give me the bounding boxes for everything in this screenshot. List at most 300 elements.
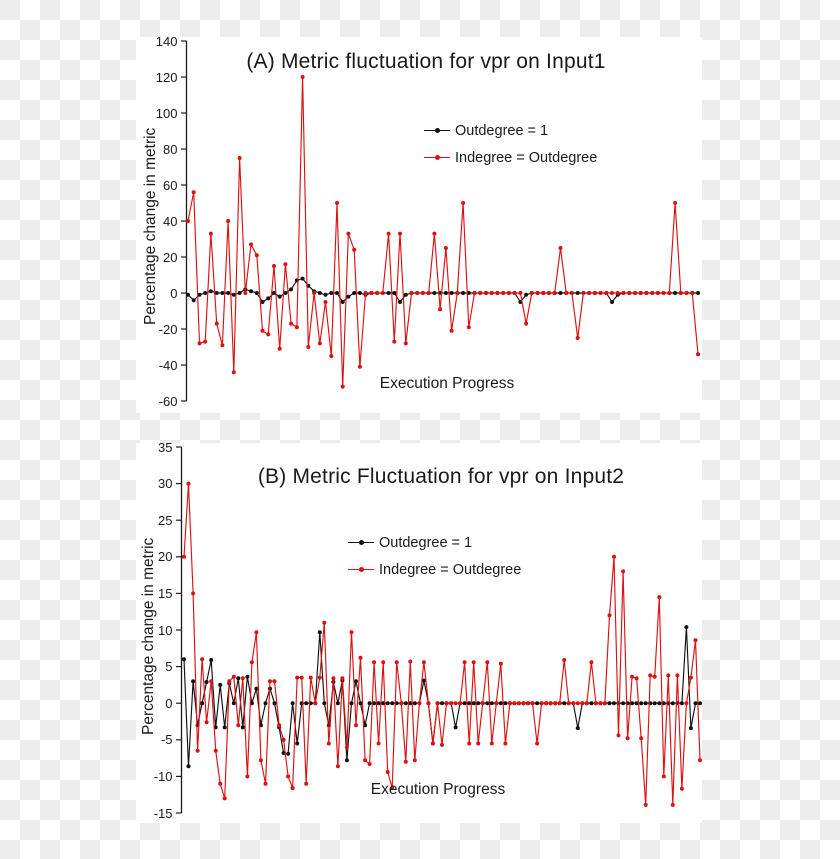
data-point-marker [490, 701, 494, 705]
data-point-marker [594, 701, 598, 705]
data-point-marker [266, 296, 270, 300]
y-tick-label: -20 [158, 321, 178, 337]
data-point-marker [657, 595, 661, 599]
data-point-marker [589, 660, 593, 664]
data-point-marker [610, 291, 614, 295]
data-point-marker [490, 742, 494, 746]
data-point-marker [392, 291, 396, 295]
data-point-marker [679, 291, 683, 295]
data-point-marker [309, 676, 313, 680]
data-point-marker [571, 701, 575, 705]
data-point-marker [278, 295, 282, 299]
data-point-marker [359, 656, 363, 660]
data-point-marker [220, 291, 224, 295]
data-point-marker [426, 701, 430, 705]
data-point-marker [472, 660, 476, 664]
data-point-marker [696, 352, 700, 356]
data-point-marker [232, 701, 236, 705]
data-point-marker [341, 385, 345, 389]
data-point-marker [364, 291, 368, 295]
data-point-marker [354, 679, 358, 683]
data-point-marker [526, 701, 530, 705]
data-point-marker [698, 701, 702, 705]
data-point-marker [205, 720, 209, 724]
data-point-marker [350, 701, 354, 705]
data-point-marker [223, 725, 227, 729]
data-point-marker [684, 701, 688, 705]
data-point-marker [399, 701, 403, 705]
red-line-sample-icon [348, 569, 374, 571]
data-point-marker [289, 322, 293, 326]
data-point-marker [375, 291, 379, 295]
data-point-marker [576, 336, 580, 340]
y-tick-label: 20 [158, 549, 173, 565]
data-point-marker [680, 701, 684, 705]
data-point-marker [322, 621, 326, 625]
data-point-marker [630, 675, 634, 679]
data-point-marker [494, 701, 498, 705]
data-point-marker [291, 701, 295, 705]
data-point-marker [304, 701, 308, 705]
data-point-marker [304, 782, 308, 786]
chart-b-plot-area [136, 443, 702, 823]
data-point-marker [622, 291, 626, 295]
data-point-marker [318, 676, 322, 680]
data-point-marker [689, 726, 693, 730]
data-point-marker [264, 782, 268, 786]
data-point-marker [245, 675, 249, 679]
data-point-marker [417, 701, 421, 705]
data-point-marker [680, 787, 684, 791]
chart-b-x-axis-label: Execution Progress [370, 781, 506, 798]
y-tick-label: 15 [158, 585, 173, 601]
data-point-marker [209, 679, 213, 683]
data-point-marker [196, 749, 200, 753]
data-point-marker [547, 291, 551, 295]
data-point-marker [440, 701, 444, 705]
data-point-marker [535, 701, 539, 705]
data-point-marker [689, 676, 693, 680]
data-point-marker [241, 676, 245, 680]
data-point-marker [243, 291, 247, 295]
data-point-marker [354, 723, 358, 727]
data-point-marker [214, 749, 218, 753]
data-point-marker [472, 701, 476, 705]
data-point-marker [684, 625, 688, 629]
data-point-marker [507, 291, 511, 295]
data-point-marker [671, 701, 675, 705]
data-point-marker [576, 291, 580, 295]
data-point-marker [250, 660, 254, 664]
data-point-marker [358, 291, 362, 295]
chart-b-legend [348, 529, 521, 583]
data-point-marker [667, 291, 671, 295]
data-point-marker [559, 246, 563, 250]
data-point-marker [499, 701, 503, 705]
y-tick-label: 25 [158, 512, 173, 528]
data-point-marker [226, 219, 230, 223]
data-point-marker [278, 347, 282, 351]
data-point-marker [200, 657, 204, 661]
data-point-marker [200, 701, 204, 705]
data-point-marker [209, 232, 213, 236]
chart-a-y-axis-label: Percentage change in metric [142, 127, 159, 325]
data-point-marker [266, 332, 270, 336]
y-tick-label: 35 [158, 443, 173, 455]
data-point-marker [495, 291, 499, 295]
legend-label: Indegree = Outdegree [379, 561, 522, 578]
data-point-marker [450, 329, 454, 333]
data-point-marker [377, 701, 381, 705]
data-point-marker [608, 701, 612, 705]
data-point-marker [673, 291, 677, 295]
data-point-marker [236, 676, 240, 680]
data-point-marker [398, 232, 402, 236]
data-point-marker [203, 340, 207, 344]
data-point-marker [627, 291, 631, 295]
data-point-marker [503, 742, 507, 746]
data-point-marker [612, 701, 616, 705]
data-point-marker [329, 291, 333, 295]
y-tick-label: -5 [160, 732, 173, 748]
data-point-marker [289, 287, 293, 291]
y-tick-label: 0 [165, 695, 173, 711]
data-point-marker [567, 701, 571, 705]
data-point-marker [226, 291, 230, 295]
data-point-marker [404, 701, 408, 705]
data-point-marker [481, 701, 485, 705]
data-point-marker [255, 291, 259, 295]
data-point-marker [363, 758, 367, 762]
data-point-marker [324, 300, 328, 304]
data-point-marker [530, 291, 534, 295]
data-point-marker [295, 742, 299, 746]
data-point-marker [478, 291, 482, 295]
data-point-marker [621, 701, 625, 705]
data-point-marker [220, 343, 224, 347]
data-point-marker [331, 676, 335, 680]
y-tick-label: 30 [158, 476, 173, 492]
legend-label: Indegree = Outdegree [455, 149, 598, 166]
data-point-marker [346, 232, 350, 236]
data-point-marker [671, 803, 675, 807]
data-point-marker [192, 190, 196, 194]
data-point-marker [318, 630, 322, 634]
data-point-marker [369, 291, 373, 295]
data-point-marker [301, 75, 305, 79]
chart-a-plot-area [136, 37, 702, 413]
data-point-marker [476, 742, 480, 746]
data-point-marker [377, 742, 381, 746]
data-point-marker [490, 291, 494, 295]
data-point-marker [306, 345, 310, 349]
data-point-marker [589, 701, 593, 705]
chart-b-title: (B) Metric Fluctuation for vpr on Input2 [257, 465, 625, 488]
data-point-marker [553, 291, 557, 295]
data-point-marker [512, 701, 516, 705]
data-point-marker [461, 201, 465, 205]
data-point-marker [440, 743, 444, 747]
data-point-marker [209, 289, 213, 293]
data-point-marker [484, 291, 488, 295]
data-point-marker [587, 291, 591, 295]
data-point-marker [581, 291, 585, 295]
data-point-marker [633, 291, 637, 295]
data-point-marker [644, 291, 648, 295]
data-point-marker [455, 291, 459, 295]
data-point-marker [666, 673, 670, 677]
data-point-marker [335, 201, 339, 205]
data-point-marker [656, 291, 660, 295]
y-tick-label: 60 [163, 177, 178, 193]
legend-item-indegree [348, 556, 521, 583]
data-point-marker [345, 745, 349, 749]
data-point-marker [549, 701, 553, 705]
data-point-marker [436, 701, 440, 705]
data-point-marker [245, 774, 249, 778]
data-point-marker [249, 242, 253, 246]
data-point-marker [610, 300, 614, 304]
data-point-marker [282, 738, 286, 742]
data-point-marker [445, 701, 449, 705]
data-point-marker [241, 725, 245, 729]
data-point-marker [432, 232, 436, 236]
data-point-marker [236, 723, 240, 727]
data-point-marker [467, 701, 471, 705]
data-point-marker [524, 322, 528, 326]
data-point-marker [517, 701, 521, 705]
data-point-marker [580, 701, 584, 705]
legend-item-outdegree [348, 529, 521, 556]
data-point-marker [191, 679, 195, 683]
y-tick-label: -60 [158, 393, 178, 409]
data-point-marker [223, 796, 227, 800]
y-tick-label: 5 [165, 659, 173, 675]
chart-panel-input2 [136, 443, 702, 823]
data-point-marker [621, 569, 625, 573]
data-point-marker [422, 660, 426, 664]
data-point-marker [540, 701, 544, 705]
legend-item-indegree [424, 144, 597, 171]
data-point-marker [454, 725, 458, 729]
data-point-marker [450, 291, 454, 295]
data-point-marker [535, 742, 539, 746]
data-point-marker [186, 293, 190, 297]
y-tick-label: 40 [163, 213, 178, 229]
data-point-marker [398, 300, 402, 304]
data-point-marker [192, 298, 196, 302]
data-point-marker [593, 291, 597, 295]
data-point-marker [662, 774, 666, 778]
data-point-marker [644, 701, 648, 705]
data-point-marker [336, 764, 340, 768]
legend-item-outdegree [424, 117, 597, 144]
data-point-marker [485, 701, 489, 705]
data-point-marker [255, 253, 259, 257]
data-point-marker [458, 701, 462, 705]
data-point-marker [291, 786, 295, 790]
data-point-marker [653, 675, 657, 679]
data-point-marker [232, 370, 236, 374]
black-line-sample-icon [424, 130, 450, 132]
data-point-marker [536, 291, 540, 295]
data-point-marker [617, 733, 621, 737]
y-tick-label: -10 [153, 768, 173, 784]
data-point-marker [324, 293, 328, 297]
data-point-marker [392, 340, 396, 344]
data-point-marker [508, 701, 512, 705]
data-point-marker [238, 156, 242, 160]
data-point-marker [264, 701, 268, 705]
data-point-marker [413, 758, 417, 762]
data-point-marker [300, 676, 304, 680]
data-point-marker [454, 701, 458, 705]
data-point-marker [286, 774, 290, 778]
data-point-marker [626, 736, 630, 740]
legend-label: Outdegree = 1 [379, 534, 473, 551]
data-point-marker [431, 742, 435, 746]
data-point-marker [499, 662, 503, 666]
data-point-marker [650, 291, 654, 295]
data-point-marker [639, 291, 643, 295]
data-point-marker [413, 701, 417, 705]
data-point-marker [322, 701, 326, 705]
data-point-marker [531, 701, 535, 705]
data-point-marker [352, 248, 356, 252]
data-point-marker [698, 758, 702, 762]
data-point-marker [386, 770, 390, 774]
data-point-marker [268, 679, 272, 683]
data-point-marker [249, 289, 253, 293]
data-point-marker [286, 752, 290, 756]
data-point-marker [612, 555, 616, 559]
data-point-marker [313, 701, 317, 705]
data-point-marker [690, 291, 694, 295]
data-point-marker [395, 660, 399, 664]
data-point-marker [444, 291, 448, 295]
data-point-marker [463, 701, 467, 705]
data-point-marker [198, 341, 202, 345]
data-point-marker [186, 219, 190, 223]
data-point-marker [209, 658, 213, 662]
data-point-marker [381, 291, 385, 295]
data-point-marker [576, 701, 580, 705]
data-point-marker [272, 264, 276, 268]
data-point-marker [191, 591, 195, 595]
data-point-marker [501, 291, 505, 295]
data-point-marker [273, 679, 277, 683]
data-point-marker [503, 701, 507, 705]
data-point-marker [432, 291, 436, 295]
data-point-marker [410, 291, 414, 295]
data-point-marker [662, 291, 666, 295]
data-point-marker [444, 246, 448, 250]
data-point-marker [259, 758, 263, 762]
data-point-marker [449, 701, 453, 705]
data-point-marker [639, 701, 643, 705]
black-line-sample-icon [348, 542, 374, 544]
y-tick-label: 0 [170, 285, 178, 301]
data-point-marker [341, 300, 345, 304]
data-point-marker [559, 291, 563, 295]
chart-a-legend [424, 117, 597, 171]
data-point-marker [694, 638, 698, 642]
data-point-marker [346, 295, 350, 299]
y-tick-label: 10 [158, 622, 173, 638]
data-point-marker [485, 660, 489, 664]
red-line-sample-icon [424, 157, 450, 159]
data-point-marker [232, 293, 236, 297]
data-point-marker [261, 329, 265, 333]
data-point-marker [404, 293, 408, 297]
data-point-marker [218, 683, 222, 687]
y-tick-label: 120 [155, 69, 178, 85]
data-point-marker [685, 291, 689, 295]
chart-panel-input1 [136, 37, 702, 413]
data-point-marker [182, 555, 186, 559]
data-point-marker [604, 291, 608, 295]
data-point-marker [390, 701, 394, 705]
data-point-marker [421, 291, 425, 295]
data-point-marker [427, 291, 431, 295]
data-point-marker [467, 325, 471, 329]
data-point-marker [608, 613, 612, 617]
data-point-marker [513, 291, 517, 295]
data-point-marker [295, 676, 299, 680]
data-point-marker [368, 762, 372, 766]
y-tick-label: 80 [163, 141, 178, 157]
chart-b-y-axis-label: Percentage change in metric [140, 537, 157, 735]
data-point-marker [553, 701, 557, 705]
data-point-marker [635, 676, 639, 680]
y-tick-label: 140 [155, 37, 178, 49]
data-point-marker [648, 673, 652, 677]
data-point-marker [368, 701, 372, 705]
data-point-marker [438, 307, 442, 311]
legend-label: Outdegree = 1 [455, 122, 549, 139]
data-point-marker [372, 660, 376, 664]
data-point-marker [599, 291, 603, 295]
data-point-marker [318, 341, 322, 345]
data-point-marker [404, 341, 408, 345]
data-point-marker [218, 782, 222, 786]
data-point-marker [463, 660, 467, 664]
y-tick-label: -40 [158, 357, 178, 373]
data-point-marker [254, 630, 258, 634]
data-point-marker [345, 758, 349, 762]
data-point-marker [335, 291, 339, 295]
data-point-marker [653, 701, 657, 705]
data-point-marker [203, 291, 207, 295]
data-point-marker [277, 723, 281, 727]
data-point-marker [187, 764, 191, 768]
data-point-marker [387, 291, 391, 295]
data-point-marker [562, 701, 566, 705]
data-point-marker [408, 660, 412, 664]
data-point-marker [518, 291, 522, 295]
data-point-marker [476, 701, 480, 705]
data-point-marker [541, 291, 545, 295]
data-point-marker [616, 291, 620, 295]
data-point-marker [205, 680, 209, 684]
y-tick-label: 20 [163, 249, 178, 265]
data-point-marker [644, 803, 648, 807]
data-point-marker [404, 760, 408, 764]
data-point-marker [358, 365, 362, 369]
data-point-marker [576, 726, 580, 730]
data-point-marker [182, 657, 186, 661]
data-point-marker [350, 630, 354, 634]
